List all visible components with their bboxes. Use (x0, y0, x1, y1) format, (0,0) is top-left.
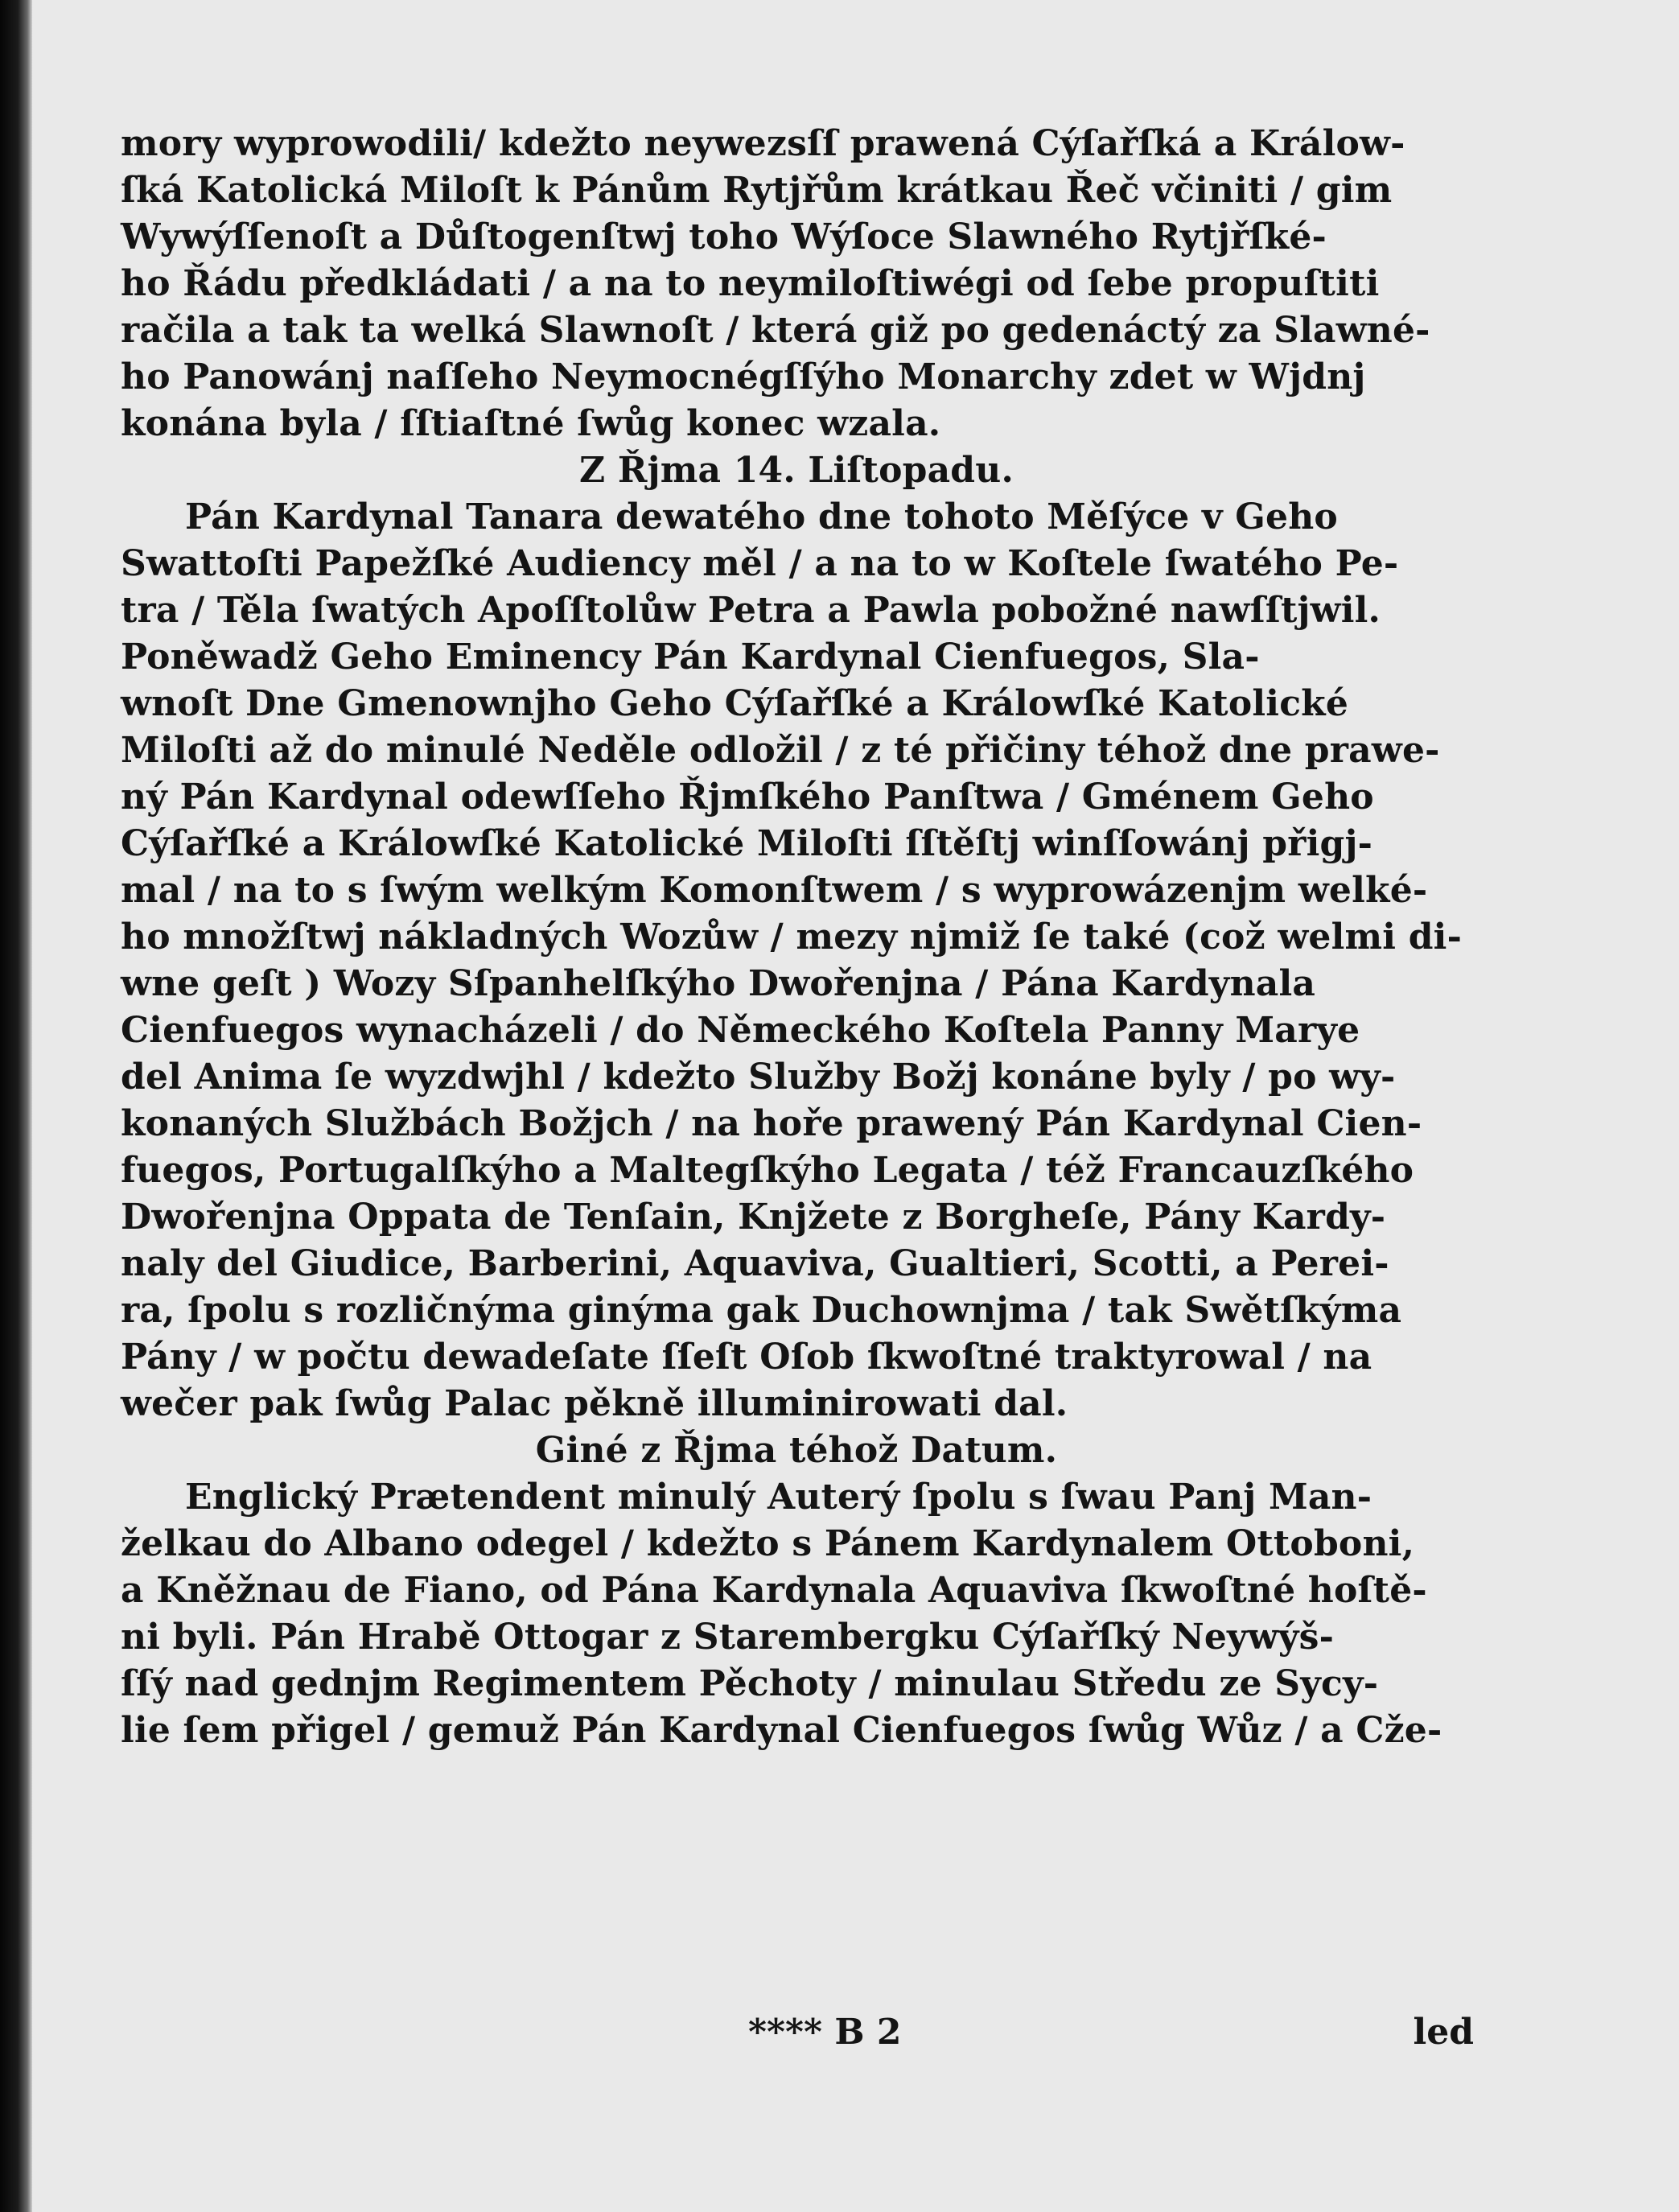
text-line: ho Řádu předkládati / a na to neymiloſtiwégi od ſebe propuſtiti (121, 263, 1380, 304)
section-heading: Z Řjma 14. Liſtopadu. (579, 450, 1014, 491)
text-line: ho Panowánj naſſeho Neymocnégſſýho Monarchy zdet w Wjdnj (121, 356, 1366, 398)
text-line: naly del Giudice, Barberini, Aquaviva, Gualtieri, Scotti, a Perei- (121, 1243, 1389, 1284)
text-line: wnoſt Dne Gmenownjho Geho Cýſařſké a Králowſké Katolické (121, 683, 1349, 724)
text-line: lie ſem přigel / gemuž Pán Kardynal Cienfuegos ſwůg Wůz / a Cže- (121, 1710, 1442, 1751)
text-line: wečer pak ſwůg Palac pěkně illuminirowati dal. (121, 1383, 1068, 1424)
text-line: ſká Katolická Miloſt k Pánům Rytjřům krátkau Řeč včiniti / gim (121, 170, 1393, 211)
text-line: del Anima ſe wyzdwjhl / kdežto Služby Božj konáne byly / po wy- (121, 1057, 1396, 1098)
text-line: ra, ſpolu s rozličnýma ginýma gak Duchownjma / tak Swětſkýma (121, 1290, 1402, 1331)
text-line: ho množſtwj nákladných Wozůw / mezy njmiž ſe také (což welmi di- (121, 917, 1463, 958)
text-line: a Kněžnau de Fiano, od Pána Kardynala Aquaviva ſkwoſtné hoſtě- (121, 1570, 1427, 1611)
text-line: Swattoſti Papežſké Audiency měl / a na to w Koſtele ſwatého Pe- (121, 543, 1399, 584)
text-line: konána byla / ſſtiaſtné ſwůg konec wzala. (121, 403, 941, 444)
text-line: mory wyprowodili/ kdežto neywezsſſ prawená Cýſařſká a Králow- (121, 123, 1405, 164)
text-line: fuegos, Portugalſkýho a Maltegſkýho Legata / též Francauzſkého (121, 1150, 1414, 1191)
text-line: Englický Prætendent minulý Auterý ſpolu s ſwau Panj Man- (185, 1477, 1372, 1518)
text-line: wne geſt ) Wozy Sſpanhelſkýho Dwořenjna / Pána Kardynala (121, 963, 1316, 1004)
document-text (121, 121, 1472, 1754)
text-line: Miloſti až do minulé Neděle odložil / z té přičiny téhož dne prawe- (121, 730, 1440, 771)
text-line: želkau do Albano odegel / kdežto s Pánem Kardynalem Ottoboni, (121, 1523, 1415, 1564)
text-line: Cienfuegos wynacházeli / do Německého Koſtela Panny Marye (121, 1010, 1360, 1051)
text-line: Dwořenjna Oppata de Tenſain, Knjžete z Borgheſe, Pány Kardy- (121, 1197, 1386, 1238)
text-line: Wywýſſenoſt a Důſtogenſtwj toho Wýſoce Slawného Rytjřſké- (121, 216, 1327, 257)
text-line: tra / Těla ſwatých Apoſſtolůw Petra a Pawla pobožné nawſſtjwil. (121, 590, 1381, 631)
text-line: račila a tak ta welká Slawnoſt / která giž po gedenáctý za Slawné- (121, 310, 1430, 351)
text-line: Cýſařſké a Králowſké Katolické Miloſti ſſtěſtj winſſowánj přigj- (121, 823, 1373, 864)
text-line: Pán Kardynal Tanara dewatého dne tohoto Měſýce v Geho (185, 496, 1338, 538)
signature-mark: **** B 2 (748, 2012, 902, 2053)
text-line: ni byli. Pán Hrabě Ottogar z Starembergku Cýſařſký Neywýš- (121, 1617, 1335, 1658)
text-line: konaných Službách Božjch / na hoře prawený Pán Kardynal Cien- (121, 1103, 1422, 1144)
text-line: Pány / w počtu dewadeſate ſſeſt Oſob ſkwoſtné traktyrowal / na (121, 1337, 1372, 1378)
section-heading: Giné z Řjma téhož Datum. (535, 1430, 1058, 1471)
text-line: ſſý nad gednjm Regimentem Pěchoty / minulau Středu ze Sycy- (121, 1663, 1379, 1704)
text-line: ný Pán Kardynal odewſſeho Řjmſkého Panſtwa / Gménem Geho (121, 776, 1374, 818)
catchword: led (1413, 2012, 1474, 2053)
document-page (32, 0, 1679, 2212)
text-line: mal / na to s ſwým welkým Komonſtwem / s wyprowázenjm welké- (121, 870, 1428, 911)
scan-edge (0, 0, 32, 2212)
text-line: Poněwadž Geho Eminency Pán Kardynal Cienfuegos, Sla- (121, 636, 1260, 678)
